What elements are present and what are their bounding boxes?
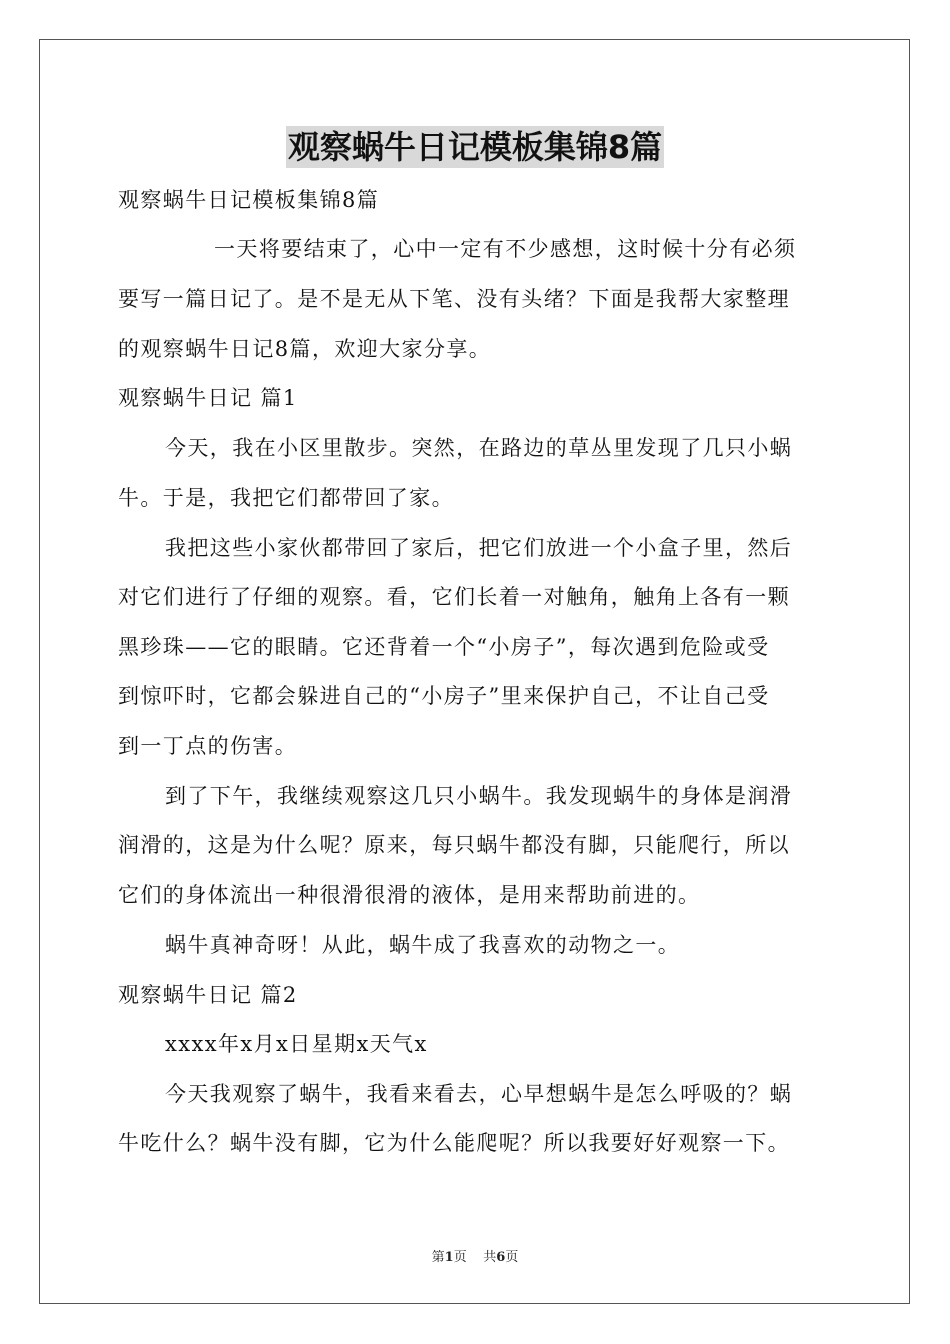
paragraph-line: 润滑的，这是为什么呢？原来，每只蜗牛都没有脚，只能爬行，所以: [118, 833, 790, 857]
section-heading: 观察蜗牛日记 篇1: [118, 386, 298, 410]
subtitle-line: 观察蜗牛日记模板集锦8篇: [118, 188, 380, 212]
document-title: 观察蜗牛日记模板集锦8篇: [287, 128, 663, 166]
section-heading: 观察蜗牛日记 篇2: [118, 983, 298, 1007]
date-line: xxxx年x月x日星期x天气x: [165, 1032, 428, 1056]
paragraph-line: 它们的身体流出一种很滑很滑的液体，是用来帮助前进的。: [118, 883, 701, 907]
paragraph-line: 蜗牛真神奇呀！从此，蜗牛成了我喜欢的动物之一。: [165, 933, 681, 957]
page-suffix: 页: [453, 1250, 467, 1265]
paragraph-line: 的观察蜗牛日记8篇，欢迎大家分享。: [118, 337, 492, 361]
paragraph-line: 到一丁点的伤害。: [118, 734, 298, 758]
paragraph-line: 牛。于是，我把它们都带回了家。: [118, 486, 454, 510]
page-number: 1: [444, 1250, 454, 1265]
total-prefix: 共: [483, 1250, 497, 1265]
paragraph-line: 要写一篇日记了。是不是无从下笔、没有头绪？下面是我帮大家整理: [118, 287, 790, 311]
paragraph-line: 到了下午，我继续观察这几只小蜗牛。我发现蜗牛的身体是润滑: [165, 784, 793, 808]
paragraph-line: 到惊吓时，它都会躲进自己的“小房子”里来保护自己，不让自己受: [118, 684, 770, 708]
total-pages: 6: [496, 1250, 506, 1265]
paragraph-line: 一天将要结束了，心中一定有不少感想，这时候十分有必须: [214, 237, 797, 261]
paragraph-line: 牛吃什么？蜗牛没有脚，它为什么能爬呢？所以我要好好观察一下。: [118, 1131, 790, 1155]
paragraph-line: 今天，我在小区里散步。突然，在路边的草丛里发现了几只小蜗: [165, 436, 793, 460]
page-footer: [0, 1246, 950, 1265]
title-container: [0, 126, 950, 168]
paragraph-line: 对它们进行了仔细的观察。看，它们长着一对触角，触角上各有一颗: [118, 585, 790, 609]
page-prefix: 第: [431, 1250, 445, 1265]
paragraph-line: 黑珍珠——它的眼睛。它还背着一个“小房子”，每次遇到危险或受: [118, 635, 770, 659]
total-suffix: 页: [505, 1250, 519, 1265]
page-border: [39, 39, 910, 1304]
paragraph-line: 我把这些小家伙都带回了家后，把它们放进一个小盒子里，然后: [165, 536, 793, 560]
paragraph-line: 今天我观察了蜗牛，我看来看去，心早想蜗牛是怎么呼吸的？蜗: [165, 1082, 793, 1106]
